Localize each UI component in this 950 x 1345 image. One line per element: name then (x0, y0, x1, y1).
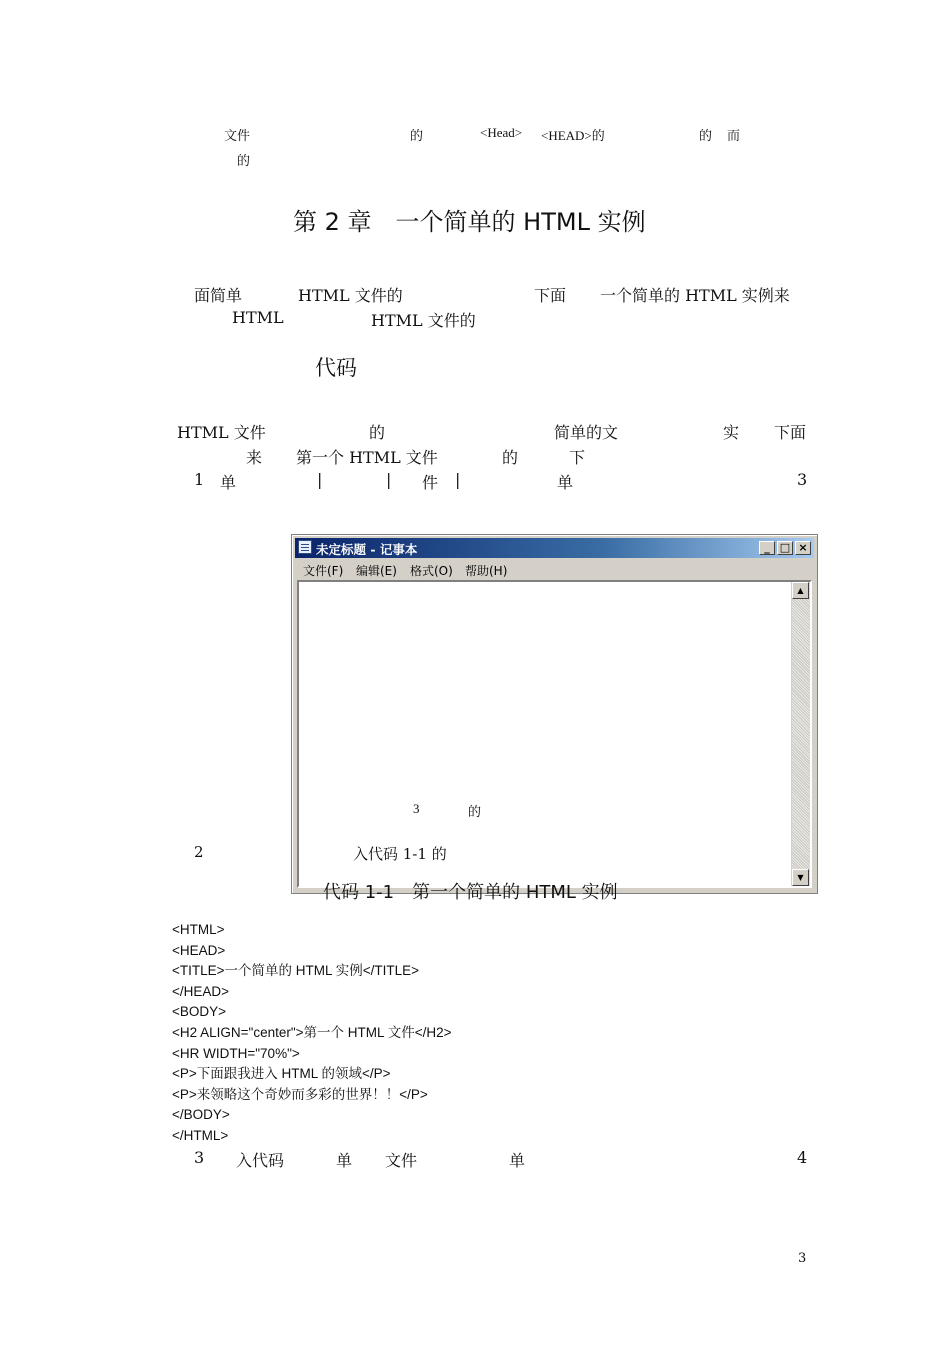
step-number: 3 (194, 1148, 205, 1167)
intro-word: 下面 (534, 286, 567, 305)
intro-word: 面简单 (194, 286, 243, 305)
top-note-word: 的 (699, 129, 713, 144)
intro-word: HTML 文件的 (298, 286, 403, 305)
code-line: <HR WIDTH="70%"> (172, 1045, 300, 1061)
step-number: 2 (194, 843, 204, 861)
para-word: 简单的文 (554, 423, 619, 442)
top-note-word: <HEAD>的 (541, 128, 605, 143)
code-line: <HEAD> (172, 942, 226, 958)
menu-help[interactable]: 帮助(H) (465, 564, 508, 578)
code-title: 代码 1-1 第一个简单的 HTML 实例 (323, 882, 618, 903)
intro-word: HTML (232, 308, 284, 327)
para-word: 实 (723, 423, 740, 442)
menu-edit[interactable]: 编辑(E) (356, 564, 397, 578)
para-word: 来 (246, 448, 263, 467)
code-line: <BODY> (172, 1004, 227, 1020)
step-ref-number: 3 (797, 470, 808, 489)
step-separator: | (386, 470, 392, 489)
notepad-menubar (295, 559, 814, 579)
para-word: 下面 (774, 423, 807, 442)
code-line: <P>来领略这个奇妙而多彩的世界！！</P> (172, 1086, 428, 1102)
code-line: <TITLE>一个简单的 HTML 实例</TITLE> (172, 963, 420, 979)
step-number: 1 (194, 470, 205, 489)
notepad-window (291, 534, 818, 894)
step-separator: | (317, 470, 323, 489)
code-line: </HTML> (172, 1127, 229, 1143)
notepad-app-icon (298, 540, 312, 554)
para-word: 的 (369, 423, 386, 442)
notepad-text-area[interactable] (297, 580, 812, 888)
step-ref-number: 4 (797, 1148, 808, 1167)
section-title: 代码 (315, 356, 357, 380)
code-line: </BODY> (172, 1107, 230, 1123)
top-note-word: 文件 (224, 129, 251, 144)
top-note-word: <Head> (480, 125, 523, 140)
para-word: 第一个 HTML 文件 (296, 448, 438, 467)
step-separator: | (455, 470, 461, 489)
scroll-up-icon[interactable]: ▲ (792, 582, 809, 599)
menu-file[interactable]: 文件(F) (303, 564, 344, 578)
figure-word: 的 (468, 805, 482, 820)
close-icon[interactable]: × (795, 541, 811, 555)
code-line: <H2 ALIGN="center">第一个 HTML 文件</H2> (172, 1024, 452, 1040)
code-line: <P>下面跟我进入 HTML 的领域</P> (172, 1066, 391, 1082)
step-word: 文件 (385, 1151, 418, 1170)
code-line: </HEAD> (172, 983, 230, 999)
notepad-title: 未定标题 - 记事本 (316, 542, 418, 557)
step-text: 入代码 1-1 的 (353, 845, 447, 863)
step-word: 单 (509, 1151, 526, 1170)
para-word: 的 (502, 448, 519, 467)
top-note-word: 而 (727, 129, 741, 144)
notepad-titlebar[interactable] (295, 538, 814, 558)
code-listing (172, 920, 452, 1147)
maximize-icon[interactable]: □ (777, 541, 793, 555)
page-number: 3 (798, 1251, 807, 1266)
minimize-icon[interactable]: _ (759, 541, 775, 555)
para-word: HTML 文件 (177, 423, 266, 442)
chapter-title: 第 2 章 一个简单的 HTML 实例 (293, 208, 646, 236)
code-line: <HTML> (172, 922, 225, 937)
step-word: 单 (220, 473, 237, 492)
step-word: 单 (557, 473, 574, 492)
top-note-word: 的 (410, 129, 424, 144)
step-word: 件 (422, 473, 439, 492)
para-word: 下 (569, 448, 586, 467)
intro-word: HTML 文件的 (371, 311, 476, 330)
intro-word: 一个简单的 HTML 实例来 (600, 286, 790, 305)
step-word: 入代码 (236, 1151, 285, 1170)
step-word: 单 (336, 1151, 353, 1170)
figure-number: 3 (413, 801, 420, 816)
scroll-down-icon[interactable]: ▼ (792, 869, 809, 886)
menu-format[interactable]: 格式(O) (410, 564, 453, 578)
vertical-scrollbar[interactable] (791, 582, 810, 886)
top-note-word: 的 (237, 154, 251, 169)
